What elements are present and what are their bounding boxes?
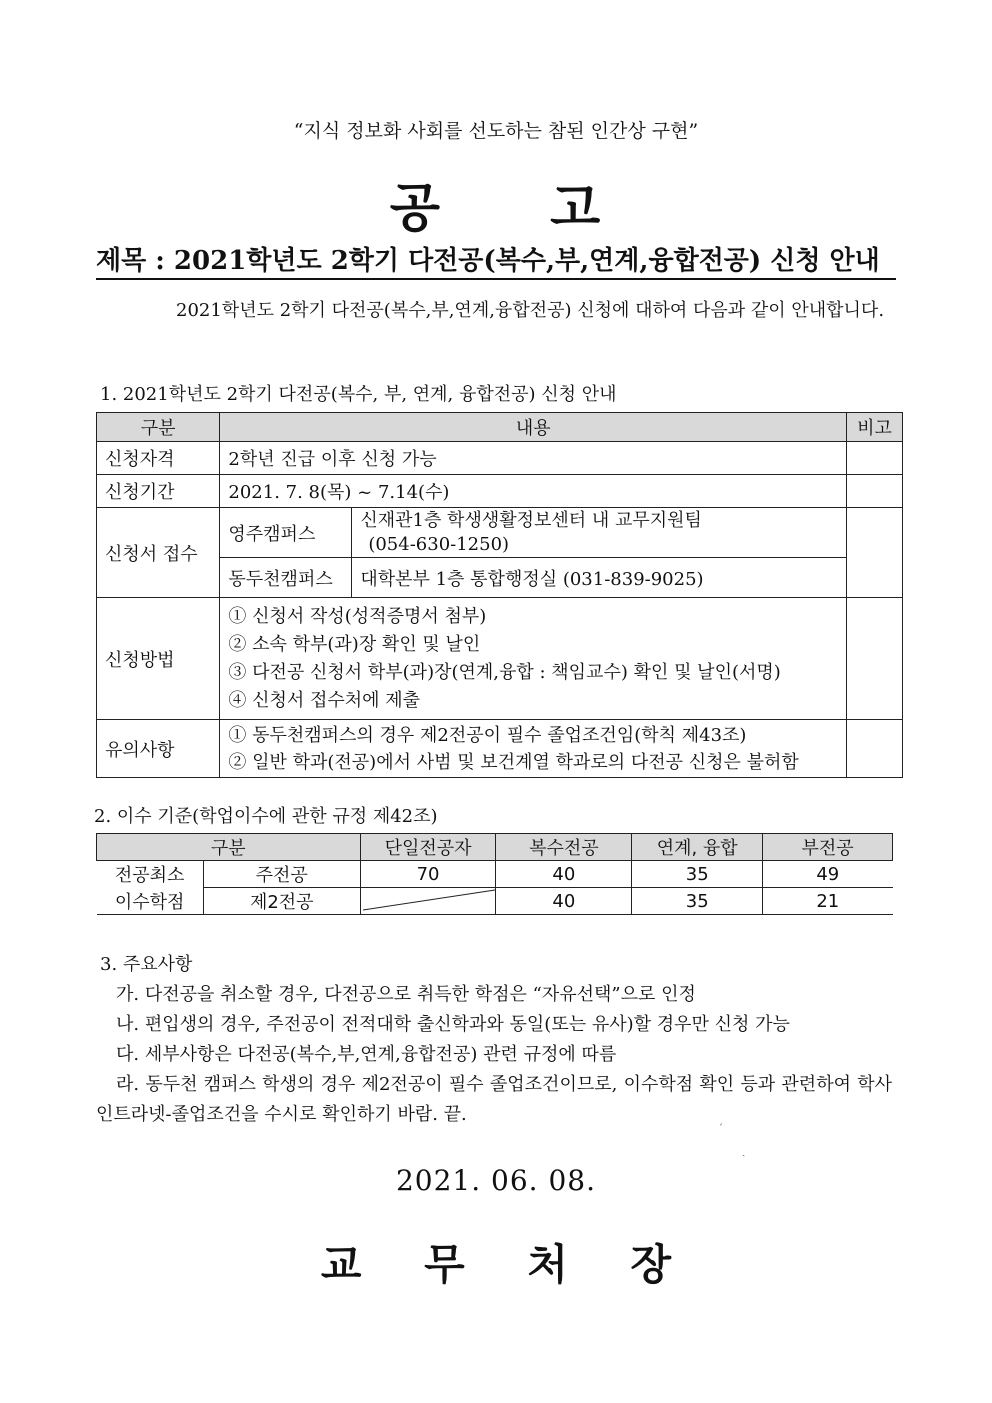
header-double: 복수전공 [496,834,632,861]
row-content: 2학년 진급 이후 신청 가능 [220,442,847,475]
cell-minor: 49 [763,861,893,888]
title-char: 공 [389,178,442,239]
table-row [97,720,903,778]
issuer-char: 처 [527,1240,568,1289]
issuer-char: 교 [320,1240,362,1289]
row-content: 2021. 7. 8(목) ~ 7.14(수) [220,475,847,508]
method-step: ④ 신청서 접수처에 제출 [228,689,421,711]
issuer [0,1232,992,1292]
table-row [97,888,893,915]
campus-content [352,508,847,558]
table-row [97,475,903,508]
remark-cell [847,475,903,508]
campus-phone: (054-630-1250) [368,533,510,555]
subject-underline [96,278,896,280]
list-item: 다. 세부사항은 다전공(복수,부,연계,융합전공) 관련 규정에 따름 [116,1044,617,1065]
note-item: ② 일반 학과(전공)에서 사범 및 보건계열 학과로의 다전공 신청은 불허함 [228,751,799,773]
table-row [97,598,903,720]
remark-cell [847,442,903,475]
credit-table [96,833,893,915]
header-linked: 연계, 융합 [632,834,763,861]
table-header-row [97,834,893,861]
row-label: 신청서 접수 [97,508,220,598]
method-step: ③ 다전공 신청서 학부(과)장(연계,융합 : 책임교수) 확인 및 날인(서명) [228,661,781,683]
main-notes [96,950,892,1130]
list-item: 라. 동두천 캠퍼스 학생의 경우 제2전공이 필수 졸업조건이므로, 이수학점 확인 등과 관련하여 학사인트라넷-졸업조건을 수시로 확인하기 바람. 끝. [96,1074,892,1125]
issuer-char: 무 [424,1240,465,1289]
table-row [97,508,903,558]
page-title [0,166,992,241]
intro-paragraph: 2021학년도 2학기 다전공(복수,부,연계,융합전공) 신청에 대하여 다음과 같이 안내합니다. [176,300,885,321]
remark-cell [847,720,903,778]
diagonal-strike [361,888,497,912]
header-category: 구분 [97,413,220,442]
issue-date: 2021. 06. 08. [395,1164,597,1197]
table-row [97,861,893,888]
title-char: 고 [550,178,603,239]
cell-linked: 35 [632,861,763,888]
table-row [97,442,903,475]
method-step: ② 소속 학부(과)장 확인 및 날인 [228,633,481,655]
cell-double: 40 [496,861,632,888]
cell-linked: 35 [632,888,763,915]
header-category: 구분 [97,834,361,861]
row-label: 신청기간 [97,475,220,508]
header-remark: 비고 [847,413,903,442]
section3-heading: 3. 주요사항 [100,954,193,975]
campus-content: 대학본부 1층 통합행정실 (031-839-9025) [352,558,847,598]
campus-label: 동두천캠퍼스 [220,558,352,598]
row-label: 신청자격 [97,442,220,475]
document-subject: 제목 : 2021학년도 2학기 다전공(복수,부,연계,융합전공) 신청 안내 [96,246,880,276]
header-minor: 부전공 [763,834,893,861]
header-content: 내용 [220,413,847,442]
row-label: 제2전공 [203,888,360,915]
stray-mark: ˊ [718,1124,723,1135]
cell-double: 40 [496,888,632,915]
table-header-row [97,413,903,442]
header-single: 단일전공자 [360,834,496,861]
row-content [220,598,847,720]
campus-office: 신재관1층 학생생활정보센터 내 교무지원팀 [360,509,702,531]
stray-mark: ˏ [742,1146,746,1157]
campus-label: 영주캠퍼스 [220,508,352,558]
remark-cell [847,598,903,720]
application-table [96,412,903,778]
row-label: 신청방법 [97,598,220,720]
slogan: “지식 정보화 사회를 선도하는 참된 인간상 구현” [293,120,699,142]
list-item: 나. 편입생의 경우, 주전공이 전적대학 출신학과와 동일(또는 유사)할 경우만 신청 가능 [116,1014,790,1035]
issuer-char: 장 [630,1240,672,1289]
cell-minor: 21 [763,888,893,915]
section2-heading: 2. 이수 기준(학업이수에 관한 규정 제42조) [94,806,438,827]
section1-heading: 1. 2021학년도 2학기 다전공(복수, 부, 연계, 융합전공) 신청 안내 [100,384,617,405]
cell-single-na [360,888,496,915]
cell-single: 70 [360,861,496,888]
remark-cell [847,508,903,598]
group-label: 이수학점 [97,888,204,915]
row-label: 주전공 [203,861,360,888]
row-label: 유의사항 [97,720,220,778]
note-item: ① 동두천캠퍼스의 경우 제2전공이 필수 졸업조건임(학칙 제43조) [228,724,747,746]
group-label: 전공최소 [97,861,204,888]
list-item: 가. 다전공을 취소할 경우, 다전공으로 취득한 학점은 “자유선택”으로 인정 [116,984,696,1005]
method-step: ① 신청서 작성(성적증명서 첨부) [228,605,487,627]
row-content [220,720,847,778]
